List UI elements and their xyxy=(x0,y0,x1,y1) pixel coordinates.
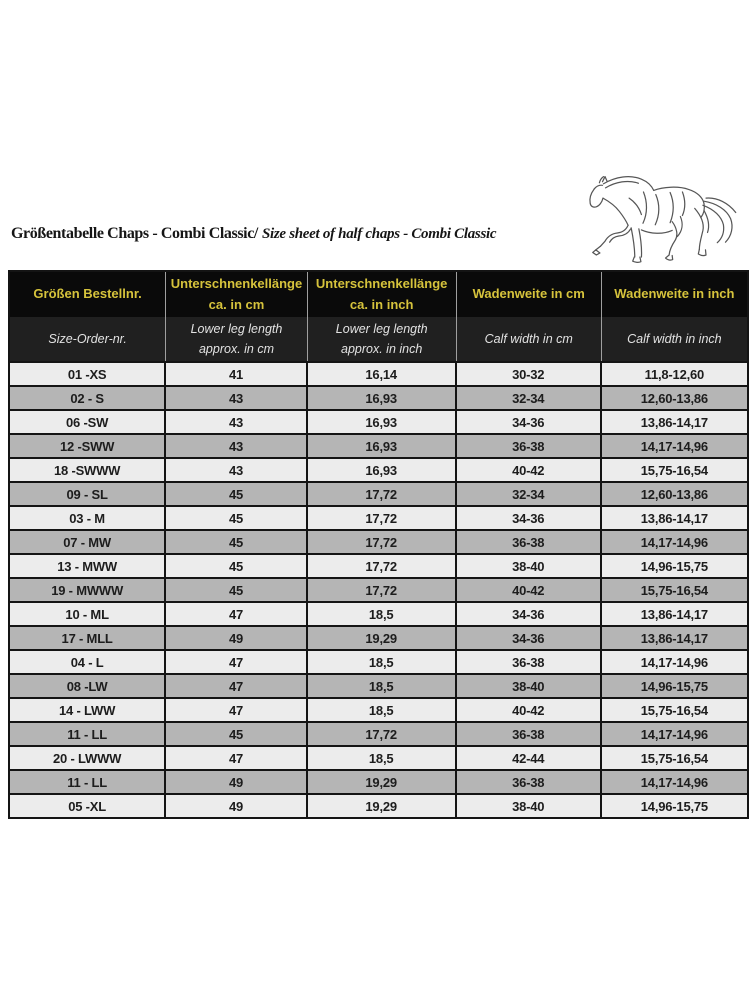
table-row xyxy=(10,361,747,385)
table-header-row-english xyxy=(10,317,747,361)
table-cell: 18,5 xyxy=(308,651,457,673)
table-cell: 13,86-14,17 xyxy=(640,606,708,622)
table-cell: 16,93 xyxy=(308,411,457,433)
table-row xyxy=(10,433,747,457)
table-cell: 19,29 xyxy=(308,771,457,793)
table-cell: 47 xyxy=(166,675,308,697)
header-cell-leg-length-inch: Unterschnenkellänge ca. in inch xyxy=(308,272,457,317)
table-cell: 36-38 xyxy=(457,723,602,745)
table-cell: 45 xyxy=(166,483,308,505)
table-cell: 18,5 xyxy=(308,603,457,625)
table-cell: 45 xyxy=(166,555,308,577)
table-cell: 12,60-13,86 xyxy=(640,486,708,502)
table-cell: 14,17-14,96 xyxy=(640,726,708,742)
table-cell: 14,17-14,96 xyxy=(640,438,708,454)
table-cell: 36-38 xyxy=(457,531,602,553)
table-cell: 42-44 xyxy=(457,747,602,769)
table-cell: 36-38 xyxy=(457,771,602,793)
table-cell: 34-36 xyxy=(457,507,602,529)
table-cell: 30-32 xyxy=(457,363,602,385)
header-cell-order-nr: Größen Bestellnr. xyxy=(10,272,166,317)
table-cell: 47 xyxy=(166,699,308,721)
table-cell: 32-34 xyxy=(457,483,602,505)
table-cell: 19,29 xyxy=(308,795,457,817)
table-row xyxy=(10,697,747,721)
page-title-german: Größentabelle Chaps - Combi Classic/ xyxy=(11,225,258,242)
table-body xyxy=(10,361,747,817)
table-row xyxy=(10,745,747,769)
table-cell: 40-42 xyxy=(457,579,602,601)
table-cell: 16,93 xyxy=(308,435,457,457)
table-row xyxy=(10,601,747,625)
table-cell: 18,5 xyxy=(308,747,457,769)
table-cell: 36-38 xyxy=(457,435,602,457)
table-cell: 16,14 xyxy=(308,363,457,385)
table-cell: 49 xyxy=(166,627,308,649)
table-row xyxy=(10,385,747,409)
table-cell: 17,72 xyxy=(308,483,457,505)
table-row xyxy=(10,529,747,553)
table-cell: 47 xyxy=(166,747,308,769)
table-cell: 47 xyxy=(166,603,308,625)
table-cell: 11,8-12,60 xyxy=(644,366,705,382)
subheader-cell-leg-length-cm: Lower leg length approx. in cm xyxy=(166,317,308,361)
page-title xyxy=(11,225,496,243)
table-row xyxy=(10,625,747,649)
table-cell: 20 - LWWW xyxy=(10,747,166,769)
table-cell: 14,96-15,75 xyxy=(640,798,708,814)
size-table xyxy=(8,270,749,819)
table-cell: 47 xyxy=(166,651,308,673)
table-cell: 17,72 xyxy=(308,507,457,529)
table-cell: 07 - MW xyxy=(10,531,166,553)
table-cell: 16,93 xyxy=(308,387,457,409)
table-cell: 13,86-14,17 xyxy=(640,414,708,430)
table-cell: 15,75-16,54 xyxy=(640,582,708,598)
table-cell: 15,75-16,54 xyxy=(640,750,708,766)
table-row xyxy=(10,505,747,529)
subheader-cell-order-nr: Size-Order-nr. xyxy=(10,317,166,361)
table-cell: 45 xyxy=(166,579,308,601)
page-title-english: Size sheet of half chaps - Combi Classic xyxy=(261,226,497,242)
table-row xyxy=(10,553,747,577)
table-cell: 03 - M xyxy=(10,507,166,529)
table-cell: 15,75-16,54 xyxy=(640,702,708,718)
table-cell: 13,86-14,17 xyxy=(640,630,708,646)
table-cell: 32-34 xyxy=(457,387,602,409)
table-cell: 17,72 xyxy=(308,579,457,601)
table-cell: 34-36 xyxy=(457,411,602,433)
table-cell: 36-38 xyxy=(457,651,602,673)
table-cell: 18 -SWWW xyxy=(10,459,166,481)
table-row xyxy=(10,721,747,745)
table-row xyxy=(10,793,747,817)
table-cell: 12,60-13,86 xyxy=(640,390,708,406)
table-cell: 17,72 xyxy=(308,531,457,553)
header-cell-calf-width-inch: Wadenweite in inch xyxy=(614,286,735,302)
table-cell: 01 -XS xyxy=(10,363,166,385)
table-cell: 13,86-14,17 xyxy=(640,510,708,526)
table-cell: 05 -XL xyxy=(10,795,166,817)
table-cell: 16,93 xyxy=(308,459,457,481)
horse-icon xyxy=(583,155,747,273)
table-cell: 17,72 xyxy=(308,723,457,745)
table-cell: 11 - LL xyxy=(10,771,166,793)
table-row xyxy=(10,577,747,601)
table-cell: 14,17-14,96 xyxy=(640,774,708,790)
table-cell: 43 xyxy=(166,411,308,433)
header-cell-leg-length-cm: Unterschnenkellänge ca. in cm xyxy=(166,272,308,317)
table-cell: 09 - SL xyxy=(10,483,166,505)
table-cell: 40-42 xyxy=(457,699,602,721)
table-cell: 34-36 xyxy=(457,627,602,649)
table-cell: 12 -SWW xyxy=(10,435,166,457)
table-cell: 14 - LWW xyxy=(10,699,166,721)
table-cell: 34-36 xyxy=(457,603,602,625)
table-cell: 13 - MWW xyxy=(10,555,166,577)
table-header-row-german xyxy=(10,272,747,317)
header-cell-calf-width-cm: Wadenweite in cm xyxy=(457,272,602,317)
table-cell: 45 xyxy=(166,531,308,553)
subheader-cell-leg-length-inch: Lower leg length approx. in inch xyxy=(308,317,457,361)
table-cell: 41 xyxy=(166,363,308,385)
table-row xyxy=(10,649,747,673)
subheader-cell-calf-width-inch: Calf width in inch xyxy=(627,332,722,346)
table-cell: 17,72 xyxy=(308,555,457,577)
table-cell: 17 - MLL xyxy=(10,627,166,649)
subheader-cell-calf-width-cm: Calf width in cm xyxy=(457,317,602,361)
table-row xyxy=(10,673,747,697)
table-cell: 10 - ML xyxy=(10,603,166,625)
table-row xyxy=(10,457,747,481)
table-row xyxy=(10,409,747,433)
table-cell: 38-40 xyxy=(457,555,602,577)
table-cell: 45 xyxy=(166,723,308,745)
table-cell: 06 -SW xyxy=(10,411,166,433)
table-cell: 02 - S xyxy=(10,387,166,409)
table-cell: 04 - L xyxy=(10,651,166,673)
table-cell: 14,17-14,96 xyxy=(640,534,708,550)
table-row xyxy=(10,481,747,505)
table-cell: 08 -LW xyxy=(10,675,166,697)
table-cell: 19 - MWWW xyxy=(10,579,166,601)
table-cell: 14,17-14,96 xyxy=(640,654,708,670)
table-cell: 43 xyxy=(166,459,308,481)
table-cell: 49 xyxy=(166,771,308,793)
table-cell: 14,96-15,75 xyxy=(640,558,708,574)
table-cell: 43 xyxy=(166,435,308,457)
table-cell: 40-42 xyxy=(457,459,602,481)
table-cell: 15,75-16,54 xyxy=(640,462,708,478)
table-cell: 18,5 xyxy=(308,675,457,697)
table-row xyxy=(10,769,747,793)
table-cell: 43 xyxy=(166,387,308,409)
table-cell: 11 - LL xyxy=(10,723,166,745)
table-cell: 38-40 xyxy=(457,795,602,817)
table-cell: 14,96-15,75 xyxy=(640,678,708,694)
table-cell: 49 xyxy=(166,795,308,817)
table-cell: 18,5 xyxy=(308,699,457,721)
table-cell: 38-40 xyxy=(457,675,602,697)
table-cell: 19,29 xyxy=(308,627,457,649)
table-cell: 45 xyxy=(166,507,308,529)
